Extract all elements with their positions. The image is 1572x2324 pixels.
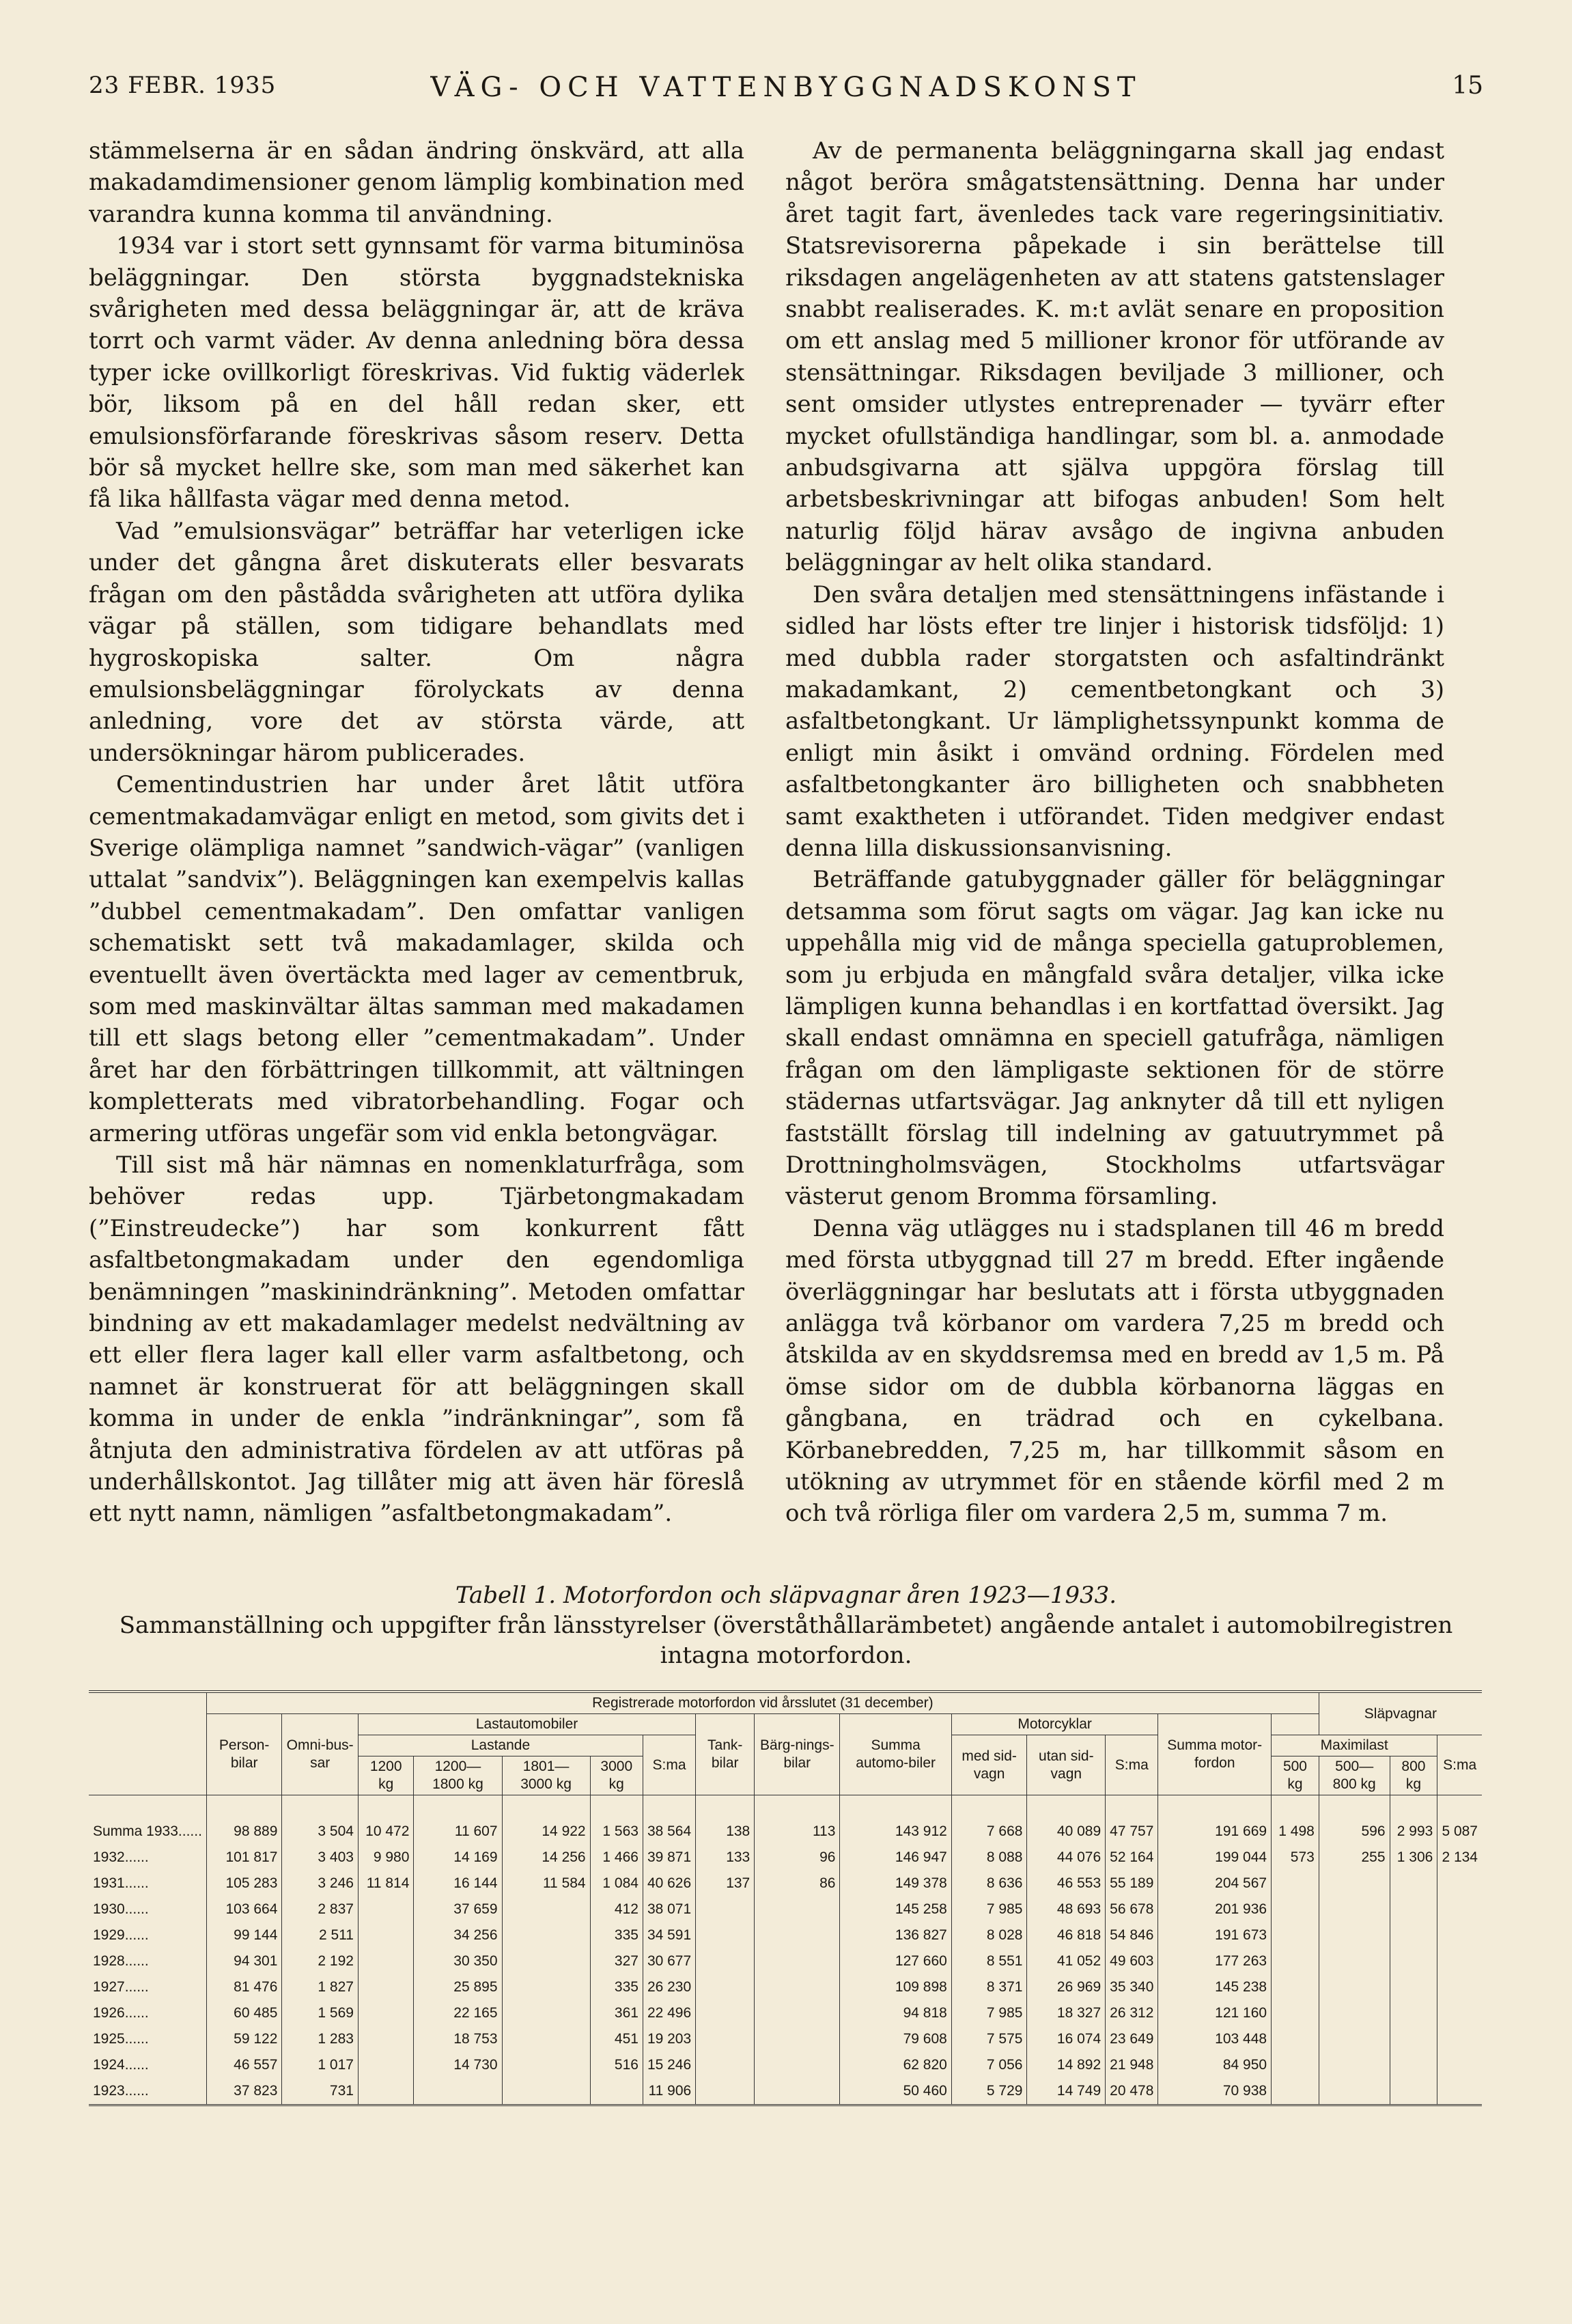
cell-asum: 109 898	[840, 1974, 951, 2000]
cell-med: 8 088	[951, 1845, 1027, 1871]
cell-med: 5 729	[951, 2078, 1027, 2105]
cell-l1: 11 814	[358, 1871, 413, 1896]
cell-msum: 26 312	[1106, 2000, 1158, 2026]
cell-t2: 255	[1319, 1845, 1390, 1871]
cell-l2: 37 659	[414, 1896, 502, 1922]
cell-asum: 145 258	[840, 1896, 951, 1922]
cell-year: 1924......	[93, 2057, 149, 2073]
cell-utan: 18 327	[1027, 2000, 1106, 2026]
cell-l4: 361	[590, 2000, 643, 2026]
cell-utan: 14 749	[1027, 2078, 1106, 2105]
cell-l4: 1 563	[590, 1795, 643, 1845]
header-barg: Bärg-nings-bilar	[755, 1714, 840, 1795]
cell-utan: 14 892	[1027, 2052, 1106, 2078]
header-mc-noside: utan sid-vagn	[1027, 1735, 1106, 1795]
cell-l4: 1 084	[590, 1871, 643, 1896]
cell-med: 8 028	[951, 1922, 1027, 1948]
cell-utan: 46 818	[1027, 1922, 1106, 1948]
cell-person: 103 664	[206, 1896, 281, 1922]
cell-tsum	[1437, 1896, 1482, 1922]
cell-year: Summa 1933......	[93, 1823, 202, 1839]
cell-tsum: 2 134	[1437, 1845, 1482, 1871]
cell-total: 191 673	[1158, 1922, 1272, 1948]
cell-l3	[502, 2000, 590, 2026]
cell-med: 8 551	[951, 1948, 1027, 1974]
cell-asum: 149 378	[840, 1871, 951, 1896]
cell-t3	[1390, 2052, 1437, 2078]
cell-utan: 48 693	[1027, 1896, 1106, 1922]
paragraph: Den svåra detaljen med stensättningens infästande i sidled har lösts efter tre linjer i historisk tidsföljd: 1) med dubbla rader storgatsten och asfaltindränkt makadamkant, 2) cementbetongkant och 3) asfaltbetongkant. Ur lämplighetssynpunkt komma de enligt min åsikt i omvänd ordning. Fördelen med asfaltbetongkanter äro billigheten och snabbheten samt exaktheten i utförandet. Tiden medgiver endast denna lilla diskussionsanvisning.	[785, 580, 1444, 862]
cell-asum: 79 608	[840, 2026, 951, 2052]
cell-t1	[1272, 1871, 1319, 1896]
cell-tsum	[1437, 1922, 1482, 1948]
vehicle-table-container	[89, 1690, 1482, 2209]
cell-t3	[1390, 1922, 1437, 1948]
cell-l4: 327	[590, 1948, 643, 1974]
cell-lsum: 30 677	[643, 1948, 695, 1974]
header-tank: Tank-bilar	[696, 1714, 755, 1795]
table-caption	[89, 1580, 1483, 1670]
cell-year: 1926......	[93, 2005, 149, 2021]
cell-t3	[1390, 1974, 1437, 2000]
cell-t2	[1319, 2000, 1390, 2026]
cell-l2: 16 144	[414, 1871, 502, 1896]
cell-t1: 573	[1272, 1845, 1319, 1871]
cell-l3	[502, 1922, 590, 1948]
cell-tank	[696, 2000, 755, 2026]
header-omni: Omni-bus-sar	[282, 1714, 359, 1795]
cell-tank	[696, 2026, 755, 2052]
cell-lsum: 26 230	[643, 1974, 695, 2000]
table-row	[89, 1845, 1482, 1871]
cell-l1	[358, 1896, 413, 1922]
cell-omni: 2 511	[282, 1922, 359, 1948]
table-subtitle: Sammanställning och uppgifter från länsstyrelser (överståthållarämbetet) angående antalet i automobilregistren intagna motorfordon.	[119, 1612, 1453, 1669]
cell-total: 145 238	[1158, 1974, 1272, 2000]
cell-l3	[502, 2026, 590, 2052]
cell-barg	[755, 1922, 840, 1948]
paragraph: Denna väg utlägges nu i stadsplanen till 46 m bredd med första utbyggnad till 27 m bredd. Efter ingående överläggningar har beslutats att i första utbyggnaden anlägga två körbanor om vardera 7,25 m bredd och åtskilda av en skyddsremsa med en bredd av 1,5 m. På ömse sidor om de dubbla körbanorna läggas en gångbana, en trädrad och en cykelbana. Körbanebredden, 7,25 m, har tillkommit såsom en utökning av utrymmet för en stående körfil med 2 m och två rörliga filer om vardera 2,5 m, summa 7 m.	[785, 1214, 1444, 1528]
cell-t1: 1 498	[1272, 1795, 1319, 1845]
cell-l2	[414, 2078, 502, 2105]
cell-med: 7 056	[951, 2052, 1027, 2078]
cell-l2: 11 607	[414, 1795, 502, 1845]
cell-year: 1927......	[93, 1979, 149, 1995]
table-row	[89, 1948, 1482, 1974]
cell-t2	[1319, 1974, 1390, 2000]
header-t500: 500 kg	[1272, 1756, 1319, 1795]
cell-l3: 11 584	[502, 1871, 590, 1896]
cell-msum: 47 757	[1106, 1795, 1158, 1845]
cell-barg	[755, 1948, 840, 1974]
paragraph: Till sist må här nämnas en nomenklaturfråga, som behöver redas upp. Tjärbetongmakadam (”Einstreudecke”) har som konkurrent fått asfaltbetongmakadam under den egendomliga benämningen ”maskinindränkning”. Metoden omfattar bindning av ett makadamlager medelst nedvältning av ett eller flera lager kall eller varm asfaltbetong, och namnet är konstruerat för att beläggningen skall komma in under de enkla ”indränkningar”, som få åtnjuta den administrativa fördelen av att utföras på underhållskontot. Jag tillåter mig att även här föreslå ett nytt namn, nämligen ”asfaltbetongmakadam”.	[89, 1151, 744, 1528]
cell-lsum: 15 246	[643, 2052, 695, 2078]
cell-tank	[696, 1948, 755, 1974]
table-row	[89, 1974, 1482, 2000]
table-row	[89, 2078, 1482, 2105]
cell-barg: 86	[755, 1871, 840, 1896]
cell-l3: 14 256	[502, 1845, 590, 1871]
cell-t3	[1390, 2078, 1437, 2105]
cell-total: 84 950	[1158, 2052, 1272, 2078]
cell-med: 7 668	[951, 1795, 1027, 1845]
cell-year: 1931......	[93, 1875, 149, 1891]
cell-t3	[1390, 2026, 1437, 2052]
cell-tsum	[1437, 2000, 1482, 2026]
cell-asum: 146 947	[840, 1845, 951, 1871]
header-trailer-sum: S:ma	[1437, 1735, 1482, 1795]
cell-l1	[358, 2052, 413, 2078]
header-person: Person-bilar	[206, 1714, 281, 1795]
cell-l4: 451	[590, 2026, 643, 2052]
cell-barg	[755, 2000, 840, 2026]
header-l3000p: 3000 kg	[590, 1756, 643, 1795]
cell-l2: 34 256	[414, 1922, 502, 1948]
header-trucks: Lastautomobiler	[358, 1714, 695, 1735]
cell-l3: 14 922	[502, 1795, 590, 1845]
cell-tank	[696, 1974, 755, 2000]
cell-total: 70 938	[1158, 2078, 1272, 2105]
cell-t3: 2 993	[1390, 1795, 1437, 1845]
table-row	[89, 2052, 1482, 2078]
cell-tsum	[1437, 2078, 1482, 2105]
paragraph: Cementindustrien har under året låtit utföra cementmakadamvägar enligt en metod, som givits det i Sverige olämpliga namnet ”sandwich-vägar” (vanligen uttalat ”sandvix”). Beläggningen kan exempelvis kallas ”dubbel cementmakadam”. Den omfattar vanligen schematiskt sett två makadamlager, skilda och eventuellt även övertäckta med lager av cementbruk, som med maskinvältar ältas samman med makadamen till ett slags betong eller ”cementmakadam”. Under året har den förbättringen tillkommit, att vältningen kompletterats med vibratorbehandling. Fogar och armering utföras ungefär som vid enkla betongvägar.	[89, 771, 744, 1147]
cell-person: 60 485	[206, 2000, 281, 2026]
cell-t2	[1319, 1871, 1390, 1896]
cell-omni: 3 504	[282, 1795, 359, 1845]
header-auto-sum: Summa automo-biler	[840, 1714, 951, 1795]
cell-asum: 94 818	[840, 2000, 951, 2026]
cell-tank: 133	[696, 1845, 755, 1871]
cell-l3	[502, 2078, 590, 2105]
cell-l4: 335	[590, 1974, 643, 2000]
cell-lsum: 40 626	[643, 1871, 695, 1896]
cell-year: 1928......	[93, 1953, 149, 1969]
cell-person: 99 144	[206, 1922, 281, 1948]
cell-omni: 3 403	[282, 1845, 359, 1871]
cell-l2: 25 895	[414, 1974, 502, 2000]
cell-t1	[1272, 1922, 1319, 1948]
journal-title: VÄG- OCH VATTENBYGGNADSKONST	[430, 72, 1142, 103]
cell-year: 1923......	[89, 2078, 206, 2105]
cell-lsum: 38 564	[643, 1795, 695, 1845]
cell-t2: 596	[1319, 1795, 1390, 1845]
cell-t2	[1319, 2052, 1390, 2078]
cell-t3: 1 306	[1390, 1845, 1437, 1871]
cell-t1	[1272, 2052, 1319, 2078]
cell-med: 7 575	[951, 2026, 1027, 2052]
cell-t2	[1319, 2078, 1390, 2105]
cell-msum: 23 649	[1106, 2026, 1158, 2052]
cell-barg	[755, 1974, 840, 2000]
cell-t2	[1319, 1948, 1390, 1974]
left-text-column	[89, 135, 744, 1549]
paragraph: 1934 var i stort sett gynnsamt för varma bituminösa beläggningar. Den största byggnadstekniska svårigheten med dessa beläggningar är, att de kräva torrt och varmt väder. Av denna anledning böra dessa typer icke ovillkorligt föreskrivas. Vid fuktig väderlek bör, liksom på en del håll redan sker, ett emulsionsförfarande föreskrivas såsom reserv. Detta bör så mycket hellre ske, som man med säkerhet kan få lika hållfasta vägar med denna metod.	[89, 232, 744, 514]
cell-t3	[1390, 1871, 1437, 1896]
cell-l4	[590, 2078, 643, 2105]
cell-tsum	[1437, 2026, 1482, 2052]
header-l3000: 1801— 3000 kg	[502, 1756, 590, 1795]
header-lastande: Lastande	[358, 1735, 643, 1756]
cell-tsum	[1437, 1974, 1482, 2000]
cell-msum: 55 189	[1106, 1871, 1158, 1896]
cell-t2	[1319, 1896, 1390, 1922]
cell-t1	[1272, 1974, 1319, 2000]
cell-l1	[358, 1974, 413, 2000]
cell-l1	[358, 2026, 413, 2052]
right-text-column	[785, 135, 1444, 1549]
cell-total: 121 160	[1158, 2000, 1272, 2026]
cell-msum: 54 846	[1106, 1922, 1158, 1948]
table-row	[89, 2026, 1482, 2052]
cell-l3	[502, 1896, 590, 1922]
cell-l1: 9 980	[358, 1845, 413, 1871]
cell-total: 201 936	[1158, 1896, 1272, 1922]
cell-utan: 16 074	[1027, 2026, 1106, 2052]
cell-t2	[1319, 2026, 1390, 2052]
cell-tsum	[1437, 1871, 1482, 1896]
vehicle-statistics-table	[89, 1690, 1482, 2106]
cell-barg: 113	[755, 1795, 840, 1845]
header-mc-side: med sid-vagn	[951, 1735, 1027, 1795]
cell-barg	[755, 1896, 840, 1922]
cell-barg	[755, 2052, 840, 2078]
cell-l2: 22 165	[414, 2000, 502, 2026]
cell-utan: 26 969	[1027, 1974, 1106, 2000]
cell-utan: 40 089	[1027, 1795, 1106, 1845]
paragraph: Av de permanenta beläggningarna skall jag endast något beröra smågatstensättning. Denna har under året tagit fart, ävenledes tack vare regeringsinitiativ. Statsrevisorerna påpekade i sin berättelse till riksdagen angelägenheten av att statens gatstenslager snabbt realiserades. K. m:t avlät senare en proposition om ett anslag med 5 millioner kronor för utförande av stensättningar. Riksdagen beviljade 3 millioner, och sent omsider utlystes entreprenader — tyvärr efter mycket ofullständiga handlingar, som bl. a. anmodade anbudsgivarna att själva uppgöra förslag till arbetsbeskrivningar att bifogas anbuden! Som helt naturlig följd härav avsågo de ingivna anbuden beläggningar av helt olika standard.	[785, 137, 1444, 577]
cell-person: 81 476	[206, 1974, 281, 2000]
cell-tsum	[1437, 2052, 1482, 2078]
cell-omni: 731	[282, 2078, 359, 2105]
paragraph: Vad ”emulsionsvägar” beträffar har veterligen icke under det gångna året diskuterats eller besvarats frågan om den påstådda svårigheten att utföra dylika vägar på ställen, som tidigare behandlats med hygroskopiska salter. Om några emulsionsbeläggningar förolyckats av denna anledning, vore det av största värde, att undersökningar härom publicerades.	[89, 517, 744, 767]
cell-tsum: 5 087	[1437, 1795, 1482, 1845]
cell-barg	[755, 2026, 840, 2052]
cell-l2: 14 169	[414, 1845, 502, 1871]
cell-t2	[1319, 1922, 1390, 1948]
cell-t1	[1272, 2078, 1319, 2105]
header-t800p: 800 kg	[1390, 1756, 1437, 1795]
cell-msum: 35 340	[1106, 1974, 1158, 2000]
cell-total: 177 263	[1158, 1948, 1272, 1974]
cell-omni: 1 017	[282, 2052, 359, 2078]
table-row	[89, 2000, 1482, 2026]
cell-year: 1930......	[93, 1901, 149, 1917]
cell-lsum: 39 871	[643, 1845, 695, 1871]
cell-msum: 21 948	[1106, 2052, 1158, 2078]
table-body	[89, 1795, 1482, 2105]
cell-l4: 1 466	[590, 1845, 643, 1871]
cell-asum: 50 460	[840, 2078, 951, 2105]
cell-asum: 143 912	[840, 1795, 951, 1845]
cell-l1	[358, 1922, 413, 1948]
cell-omni: 2 192	[282, 1948, 359, 1974]
cell-t1	[1272, 2000, 1319, 2026]
cell-med: 8 371	[951, 1974, 1027, 2000]
header-truck-sum: S:ma	[643, 1735, 695, 1795]
table-row	[89, 1922, 1482, 1948]
cell-omni: 1 827	[282, 1974, 359, 2000]
table-row	[89, 1795, 1482, 1845]
cell-msum: 56 678	[1106, 1896, 1158, 1922]
cell-barg: 96	[755, 1845, 840, 1871]
cell-tank	[696, 1896, 755, 1922]
cell-tank	[696, 2078, 755, 2105]
page-header	[89, 72, 1483, 113]
cell-lsum: 22 496	[643, 2000, 695, 2026]
cell-med: 8 636	[951, 1871, 1027, 1896]
cell-omni: 1 569	[282, 2000, 359, 2026]
cell-total: 204 567	[1158, 1871, 1272, 1896]
cell-tsum	[1437, 1948, 1482, 1974]
cell-total: 103 448	[1158, 2026, 1272, 2052]
year-header	[89, 1692, 206, 1795]
header-motorcycles: Motorcyklar	[951, 1714, 1158, 1735]
cell-lsum: 19 203	[643, 2026, 695, 2052]
cell-l3	[502, 2052, 590, 2078]
cell-t3	[1390, 1948, 1437, 1974]
cell-med: 7 985	[951, 1896, 1027, 1922]
cell-total: 199 044	[1158, 1845, 1272, 1871]
cell-tank: 138	[696, 1795, 755, 1845]
paragraph: Beträffande gatubyggnader gäller för beläggningar detsamma som förut sagts om vägar. Jag kan icke nu uppehålla mig vid de många speciella gatuproblemen, som ju erbjuda en mångfald svåra detaljer, vilka icke lämpligen kunna behandlas i en kortfattad översikt. Jag skall endast omnämna en speciell gatufråga, nämligen frågan om den lämpligaste sektionen för de större städernas utfartsvägar. Jag anknyter då till ett nyligen fastställt förslag till indelning av gatuutrymmet på Drottningholmsvägen, Stockholms utfartsvägar västerut genom Bromma församling.	[785, 866, 1444, 1211]
cell-person: 59 122	[206, 2026, 281, 2052]
cell-person: 46 557	[206, 2052, 281, 2078]
cell-l4: 516	[590, 2052, 643, 2078]
cell-msum: 20 478	[1106, 2078, 1158, 2105]
cell-msum: 52 164	[1106, 1845, 1158, 1871]
cell-med: 7 985	[951, 2000, 1027, 2026]
cell-total: 191 669	[1158, 1795, 1272, 1845]
cell-l2: 30 350	[414, 1948, 502, 1974]
cell-l1	[358, 1948, 413, 1974]
cell-tank	[696, 2052, 755, 2078]
cell-omni: 3 246	[282, 1871, 359, 1896]
cell-l3	[502, 1948, 590, 1974]
cell-utan: 46 553	[1027, 1871, 1106, 1896]
cell-omni: 1 283	[282, 2026, 359, 2052]
cell-utan: 44 076	[1027, 1845, 1106, 1871]
cell-lsum: 38 071	[643, 1896, 695, 1922]
table-row	[89, 1896, 1482, 1922]
header-maximilast: Maximilast	[1272, 1735, 1437, 1756]
cell-person: 105 283	[206, 1871, 281, 1896]
cell-tank: 137	[696, 1871, 755, 1896]
cell-tank	[696, 1922, 755, 1948]
cell-utan: 41 052	[1027, 1948, 1106, 1974]
header-l1800: 1200— 1800 kg	[414, 1756, 502, 1795]
cell-l1: 10 472	[358, 1795, 413, 1845]
cell-lsum: 11 906	[643, 2078, 695, 2105]
page-number: 15	[1452, 72, 1483, 100]
cell-l1	[358, 2000, 413, 2026]
cell-t1	[1272, 2026, 1319, 2052]
cell-l3	[502, 1974, 590, 2000]
cell-lsum: 34 591	[643, 1922, 695, 1948]
header-t800: 500— 800 kg	[1319, 1756, 1390, 1795]
cell-year: 1929......	[93, 1927, 149, 1943]
cell-omni: 2 837	[282, 1896, 359, 1922]
cell-asum: 136 827	[840, 1922, 951, 1948]
cell-l1	[358, 2078, 413, 2105]
cell-barg	[755, 2078, 840, 2105]
cell-t3	[1390, 2000, 1437, 2026]
header-mc-sum: S:ma	[1106, 1735, 1158, 1795]
cell-person: 94 301	[206, 1948, 281, 1974]
cell-t1	[1272, 1896, 1319, 1922]
issue-date: 23 FEBR. 1935	[89, 72, 277, 99]
paragraph: stämmelserna är en sådan ändring önskvärd, att alla makadamdimensioner genom lämplig kombination med varandra kunna komma til användning.	[89, 137, 744, 228]
cell-t3	[1390, 1896, 1437, 1922]
cell-msum: 49 603	[1106, 1948, 1158, 1974]
header-registered: Registrerade motorfordon vid årsslutet (31 december)	[206, 1692, 1319, 1714]
cell-person: 98 889	[206, 1795, 281, 1845]
header-total: Summa motor-fordon	[1158, 1714, 1272, 1795]
cell-asum: 62 820	[840, 2052, 951, 2078]
cell-l2: 18 753	[414, 2026, 502, 2052]
cell-l4: 335	[590, 1922, 643, 1948]
cell-person: 101 817	[206, 1845, 281, 1871]
table-row	[89, 1871, 1482, 1896]
cell-asum: 127 660	[840, 1948, 951, 1974]
table-title: Tabell 1. Motorfordon och släpvagnar åren 1923—1933.	[455, 1582, 1117, 1609]
cell-person: 37 823	[206, 2078, 281, 2105]
cell-year: 1925......	[93, 2031, 149, 2047]
cell-l4: 412	[590, 1896, 643, 1922]
cell-l2: 14 730	[414, 2052, 502, 2078]
header-trailers: Släpvagnar	[1319, 1692, 1482, 1735]
header-l1200: 1200 kg	[358, 1756, 413, 1795]
cell-t1	[1272, 1948, 1319, 1974]
cell-year: 1932......	[93, 1849, 149, 1865]
